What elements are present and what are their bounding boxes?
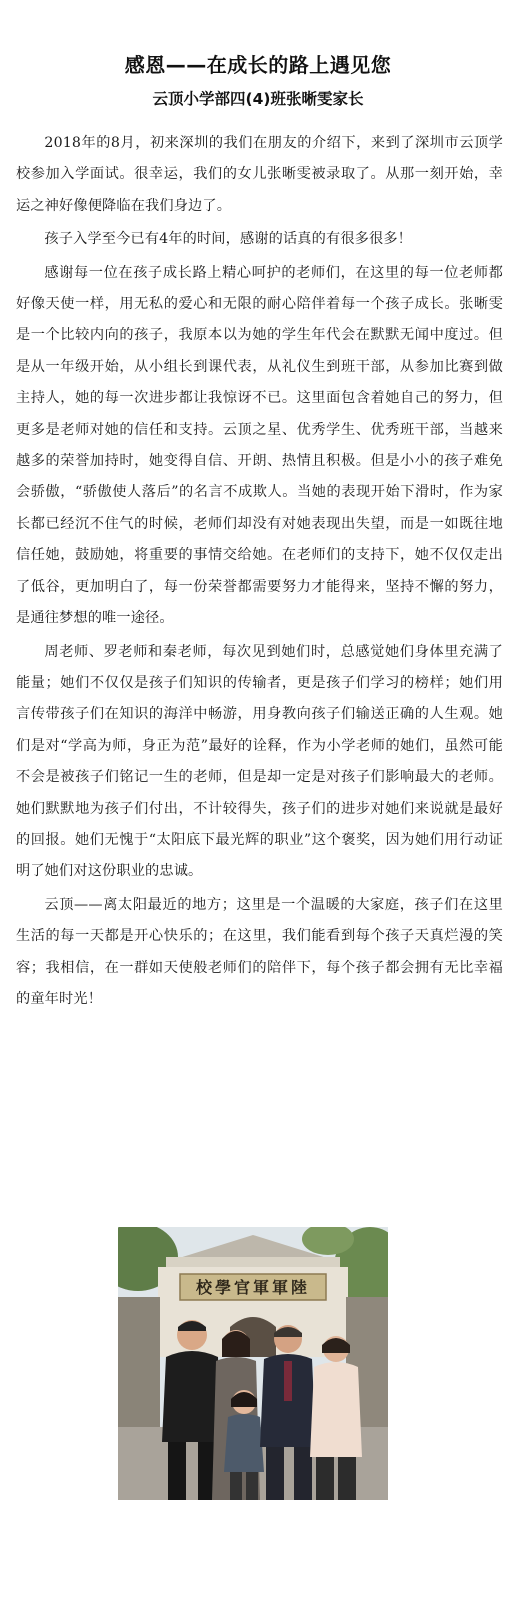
paragraph-2: 孩子入学至今已有4年的时间，感谢的话真的有很多很多！ xyxy=(44,231,413,248)
article-subtitle: 云顶小学部四(4)班张晰雯家长 xyxy=(152,90,364,108)
family-photo-illustration xyxy=(118,1227,388,1500)
paragraph-4: 周老师、罗老师和秦老师，每次见到她们时，总感觉她们身体里充满了能量；她们不仅仅是孩子们知识的传输者，更是孩子们学习的榜样；她们用言传带孩子们在知识的海洋中畅游，用身教向孩子们输送正确的人生观。她们是对“学高为师，身正为范”最好的诠释，作为小学老师的她们，虽然可能不会是被孩子们铭记一生的老师，但是却一定是对孩子们影响最大的老师。她们默默地为孩子们付出，不计较得失，孩子们的进步对她们来说就是最好的回报。她们无愧于“太阳底下最光辉的职业”这个褒奖，因为她们用行动证明了她们对这份职业的忠诚。 xyxy=(16,643,503,880)
family-photo xyxy=(118,1227,388,1500)
paragraph-5: 云顶——离太阳最近的地方；这里是一个温暖的大家庭，孩子们在这里生活的每一天都是开心快乐的；在这里，我们能看到每个孩子天真烂漫的笑容；我相信，在一群如天使般老师们的陪伴下，每个孩子都会拥有无比幸福的童年时光！ xyxy=(16,896,503,1007)
paragraph-3: 感谢每一位在孩子成长路上精心呵护的老师们，在这里的每一位老师都好像天使一样，用无私的爱心和无限的耐心陪伴着每一个孩子成长。张晰雯是一个比较内向的孩子，我原本以为她的学生年代会在默默无闻中度过。但是从一年级开始，从小组长到课代表，从礼仪生到班干部，从参加比赛到做主持人，她的每一次进步都让我惊讶不已。这里面包含着她自己的努力，但更多是老师对她的信任和支持。云顶之星、优秀学生、优秀班干部，当越来越多的荣誉加持时，她变得自信、开朗、热情且积极。但是小小的孩子难免会骄傲，“骄傲使人落后”的名言不成欺人。当她的表现开始下滑时，作为家长都已经沉不住气的时候，老师们却没有对她表现出失望，而是一如既往地信任她，鼓励她，将重要的事情交给她。在老师们的支持下，她不仅仅走出了低谷，更加明白了，每一份荣誉都需要努力才能得来，坚持不懈的努力，是通往梦想的唯一途径。 xyxy=(16,264,503,627)
article-body xyxy=(16,128,503,1017)
photo-plaque-text: 校學官軍軍陸 xyxy=(195,1278,311,1297)
article-title: 感恩——在成长的路上遇见您 xyxy=(124,53,392,77)
paragraph-1: 2018年的8月，初来深圳的我们在朋友的介绍下，来到了深圳市云顶学校参加入学面试。很幸运，我们的女儿张晰雯被录取了。从那一刻开始，幸运之神好像便降临在我们身边了。 xyxy=(16,135,503,214)
